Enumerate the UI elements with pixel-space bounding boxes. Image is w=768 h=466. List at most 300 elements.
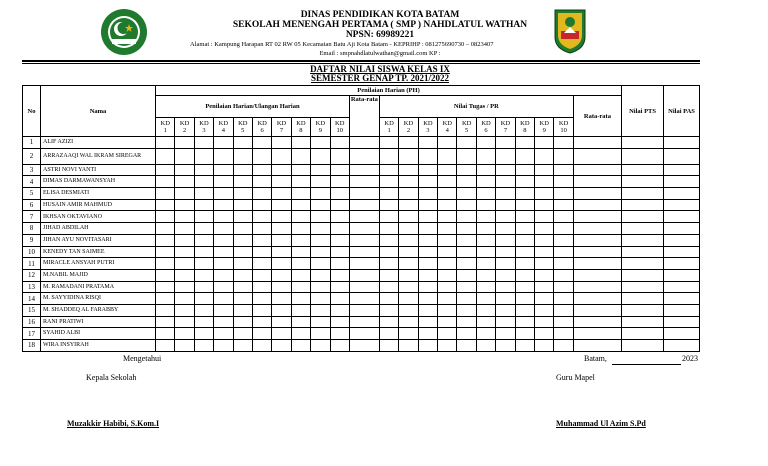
grade-cell	[330, 211, 349, 223]
student-number: 15	[23, 304, 41, 316]
grade-cell	[272, 340, 291, 352]
grade-cell	[399, 234, 418, 246]
grade-cell	[476, 188, 495, 200]
grade-cell	[233, 328, 252, 340]
grade-cell	[535, 340, 554, 352]
grade-cell	[496, 258, 515, 270]
kd-header: KD 2	[175, 118, 194, 137]
grade-cell	[554, 340, 573, 352]
grade-cell	[622, 340, 664, 352]
grade-cell	[535, 199, 554, 211]
grade-cell	[573, 199, 621, 211]
grade-cell	[252, 281, 271, 293]
grade-cell	[330, 269, 349, 281]
grade-cell	[252, 328, 271, 340]
grade-cell	[476, 304, 495, 316]
grade-cell	[418, 258, 437, 270]
grade-cell	[399, 148, 418, 164]
student-name: ELISA DESMIATI	[41, 188, 156, 200]
date-blank-line	[612, 364, 681, 365]
grade-cell	[418, 176, 437, 188]
grade-cell	[175, 258, 194, 270]
grade-cell	[664, 258, 700, 270]
grade-cell	[214, 234, 233, 246]
grade-cell	[496, 328, 515, 340]
grade-cell	[379, 281, 398, 293]
grade-cell	[664, 246, 700, 258]
grade-cell	[515, 148, 534, 164]
grade-cell	[330, 281, 349, 293]
grade-cell	[379, 137, 398, 149]
grade-cell	[622, 328, 664, 340]
grade-cell	[515, 340, 534, 352]
grade-cell	[252, 176, 271, 188]
grade-cell	[457, 234, 476, 246]
grade-cell	[379, 258, 398, 270]
grade-cell	[330, 137, 349, 149]
student-row	[23, 246, 700, 258]
grade-cell	[622, 258, 664, 270]
student-name: M.NABIL MAJID	[41, 269, 156, 281]
grade-cell	[349, 304, 379, 316]
student-row	[23, 281, 700, 293]
grade-cell	[554, 164, 573, 176]
student-name: SYAHID ALBI	[41, 328, 156, 340]
grade-cell	[349, 148, 379, 164]
grade-cell	[379, 304, 398, 316]
grade-cell	[554, 199, 573, 211]
grade-cell	[233, 281, 252, 293]
kd-header: KD 6	[252, 118, 271, 137]
grade-cell	[399, 246, 418, 258]
grade-cell	[214, 188, 233, 200]
grade-cell	[573, 137, 621, 149]
student-row	[23, 223, 700, 235]
grade-cell	[554, 328, 573, 340]
kd-header: KD 7	[272, 118, 291, 137]
grade-cell	[622, 234, 664, 246]
grade-cell	[418, 137, 437, 149]
kd-header: KD 9	[311, 118, 330, 137]
grade-cell	[379, 293, 398, 305]
grade-cell	[573, 211, 621, 223]
grade-cell	[379, 328, 398, 340]
grade-cell	[252, 316, 271, 328]
grade-cell	[349, 234, 379, 246]
kd-header: KD 8	[515, 118, 534, 137]
grade-cell	[272, 148, 291, 164]
grade-cell	[515, 234, 534, 246]
grade-cell	[622, 164, 664, 176]
grade-cell	[418, 340, 437, 352]
student-name: ARRAZAAQI WAL IKRAM SIREGAR	[41, 148, 156, 164]
grade-cell	[272, 234, 291, 246]
tugas-header: Nilai Tugas / PR	[379, 96, 573, 118]
grade-cell	[622, 223, 664, 235]
grade-cell	[535, 188, 554, 200]
student-row	[23, 304, 700, 316]
grade-cell	[496, 246, 515, 258]
grade-cell	[379, 234, 398, 246]
grade-cell	[535, 293, 554, 305]
grade-cell	[252, 164, 271, 176]
kd-header: KD 9	[535, 118, 554, 137]
grade-cell	[399, 176, 418, 188]
grade-cell	[554, 316, 573, 328]
grade-cell	[156, 281, 175, 293]
grade-cell	[476, 137, 495, 149]
grade-cell	[496, 223, 515, 235]
kd-header: KD 4	[214, 118, 233, 137]
grade-cell	[664, 199, 700, 211]
grade-cell	[457, 137, 476, 149]
grade-cell	[194, 293, 213, 305]
student-name: HUSAIN AMIR MAHMUD	[41, 199, 156, 211]
grade-cell	[418, 293, 437, 305]
grade-cell	[272, 199, 291, 211]
rata-rata-header-2: Rata-rata	[573, 96, 621, 137]
grade-cell	[664, 328, 700, 340]
student-row	[23, 148, 700, 164]
grade-cell	[194, 176, 213, 188]
grade-cell	[175, 223, 194, 235]
grade-cell	[664, 304, 700, 316]
school-email: Email : smpnahdlatulwathan@gmail.com KP :	[319, 50, 441, 57]
kd-header: KD 7	[496, 118, 515, 137]
student-number: 1	[23, 137, 41, 149]
grade-cell	[535, 316, 554, 328]
grade-cell	[291, 137, 310, 149]
grade-cell	[554, 188, 573, 200]
grade-cell	[272, 269, 291, 281]
grade-cell	[252, 148, 271, 164]
grade-cell	[252, 234, 271, 246]
grade-cell	[291, 316, 310, 328]
grade-cell	[194, 304, 213, 316]
grade-cell	[622, 269, 664, 281]
grade-cell	[156, 269, 175, 281]
grade-cell	[349, 340, 379, 352]
student-row	[23, 137, 700, 149]
student-name: JIHAD ABDILAH	[41, 223, 156, 235]
grade-cell	[272, 304, 291, 316]
grade-cell	[349, 199, 379, 211]
grade-cell	[399, 199, 418, 211]
grade-cell	[252, 223, 271, 235]
student-name: ASTRI NOVI YANTI	[41, 164, 156, 176]
grade-cell	[272, 137, 291, 149]
grade-cell	[476, 234, 495, 246]
grade-cell	[664, 176, 700, 188]
grade-cell	[418, 148, 437, 164]
grade-cell	[349, 223, 379, 235]
grade-cell	[664, 316, 700, 328]
grade-cell	[554, 269, 573, 281]
grade-cell	[214, 269, 233, 281]
grade-cell	[330, 176, 349, 188]
grade-cell	[418, 269, 437, 281]
ulangan-header: Penilaian Harian/Ulangan Harian	[156, 96, 350, 118]
student-row	[23, 269, 700, 281]
grade-cell	[379, 148, 398, 164]
grade-cell	[272, 164, 291, 176]
student-name: JIHAN AYU NOVITASARI	[41, 234, 156, 246]
grade-cell	[399, 258, 418, 270]
grade-cell	[233, 340, 252, 352]
grade-cell	[515, 188, 534, 200]
grade-cell	[418, 211, 437, 223]
grade-cell	[554, 293, 573, 305]
kd-header: KD 1	[379, 118, 398, 137]
grade-cell	[399, 316, 418, 328]
grade-cell	[156, 137, 175, 149]
grade-cell	[330, 223, 349, 235]
grade-cell	[349, 176, 379, 188]
grade-cell	[554, 258, 573, 270]
grade-cell	[156, 328, 175, 340]
grade-cell	[573, 246, 621, 258]
grade-cell	[175, 328, 194, 340]
grade-cell	[399, 137, 418, 149]
grade-cell	[233, 234, 252, 246]
student-number: 6	[23, 199, 41, 211]
student-name: M. RAMADANI PRATAMA	[41, 281, 156, 293]
grade-cell	[496, 164, 515, 176]
kd-header: KD 5	[457, 118, 476, 137]
grade-cell	[476, 340, 495, 352]
grade-cell	[175, 188, 194, 200]
grade-cell	[457, 316, 476, 328]
grade-cell	[664, 211, 700, 223]
grade-cell	[535, 246, 554, 258]
grade-cell	[330, 148, 349, 164]
ph-group-header: Penilaian Harian (PH)	[156, 86, 622, 96]
grade-cell	[214, 176, 233, 188]
student-number: 3	[23, 164, 41, 176]
grade-cell	[330, 164, 349, 176]
grade-cell	[233, 258, 252, 270]
grade-cell	[664, 269, 700, 281]
grade-cell	[214, 199, 233, 211]
grade-cell	[311, 188, 330, 200]
grade-cell	[476, 316, 495, 328]
grade-cell	[515, 164, 534, 176]
grade-cell	[194, 246, 213, 258]
grade-cell	[399, 223, 418, 235]
grade-cell	[214, 258, 233, 270]
grade-cell	[418, 223, 437, 235]
grade-cell	[418, 234, 437, 246]
grade-cell	[457, 148, 476, 164]
grade-cell	[349, 164, 379, 176]
grade-cell	[496, 293, 515, 305]
grade-cell	[535, 137, 554, 149]
grade-cell	[496, 281, 515, 293]
grade-cell	[330, 199, 349, 211]
student-row	[23, 176, 700, 188]
student-number: 8	[23, 223, 41, 235]
grade-cell	[573, 258, 621, 270]
grade-cell	[291, 148, 310, 164]
grade-cell	[664, 164, 700, 176]
grade-cell	[457, 258, 476, 270]
grade-cell	[330, 234, 349, 246]
grade-cell	[515, 137, 534, 149]
grade-cell	[252, 269, 271, 281]
student-name: MIRACLE ANSYAH PUTRI	[41, 258, 156, 270]
student-row	[23, 340, 700, 352]
grade-cell	[379, 223, 398, 235]
grade-cell	[515, 211, 534, 223]
student-row	[23, 328, 700, 340]
grade-cell	[438, 246, 457, 258]
grade-cell	[214, 293, 233, 305]
kd-header: KD 5	[233, 118, 252, 137]
grade-cell	[156, 234, 175, 246]
student-name: M. SHADDEQ AL FARABBY	[41, 304, 156, 316]
kd-header: KD 1	[156, 118, 175, 137]
grade-cell	[418, 188, 437, 200]
grade-cell	[252, 188, 271, 200]
grade-cell	[476, 148, 495, 164]
grade-cell	[291, 199, 310, 211]
student-row	[23, 234, 700, 246]
grade-cell	[156, 304, 175, 316]
grade-cell	[418, 281, 437, 293]
grade-cell	[515, 199, 534, 211]
grade-cell	[535, 176, 554, 188]
col-pas-header: Nilai PAS	[664, 86, 700, 137]
grade-cell	[457, 328, 476, 340]
grade-cell	[330, 340, 349, 352]
rata-rata-header-1: Rata-rata	[349, 96, 379, 137]
grade-cell	[214, 211, 233, 223]
col-no-header: No	[23, 86, 41, 137]
grade-cell	[194, 223, 213, 235]
student-number: 7	[23, 211, 41, 223]
grade-cell	[496, 199, 515, 211]
grade-cell	[622, 281, 664, 293]
teacher-name: Muhammad Ul Azim S.Pd	[556, 419, 646, 428]
principal-name: Muzakkir Habibi, S.Kom.I	[67, 419, 160, 428]
grade-cell	[291, 340, 310, 352]
grade-cell	[272, 281, 291, 293]
grade-cell	[457, 304, 476, 316]
grade-cell	[622, 316, 664, 328]
grade-cell	[194, 148, 213, 164]
grade-cell	[175, 246, 194, 258]
student-number: 16	[23, 316, 41, 328]
grade-cell	[418, 304, 437, 316]
grade-cell	[214, 328, 233, 340]
student-number: 10	[23, 246, 41, 258]
grade-cell	[438, 316, 457, 328]
grade-cell	[272, 188, 291, 200]
grade-cell	[272, 328, 291, 340]
grade-cell	[457, 199, 476, 211]
grade-cell	[311, 340, 330, 352]
grade-cell	[476, 293, 495, 305]
grade-cell	[194, 258, 213, 270]
grade-cell	[515, 269, 534, 281]
grade-cell	[349, 328, 379, 340]
grade-cell	[233, 223, 252, 235]
grade-cell	[399, 164, 418, 176]
student-row	[23, 293, 700, 305]
grade-cell	[272, 223, 291, 235]
grade-cell	[311, 148, 330, 164]
grade-cell	[311, 223, 330, 235]
grade-cell	[175, 269, 194, 281]
grade-cell	[379, 199, 398, 211]
grade-cell	[175, 281, 194, 293]
grade-cell	[573, 188, 621, 200]
grade-cell	[252, 211, 271, 223]
grade-cell	[399, 293, 418, 305]
grade-cell	[664, 137, 700, 149]
signature-year: 2023	[682, 354, 698, 363]
grade-cell	[515, 281, 534, 293]
principal-role: Kepala Sekolah	[86, 373, 137, 382]
grade-cell	[664, 281, 700, 293]
grade-cell	[438, 328, 457, 340]
student-row	[23, 211, 700, 223]
signature-place: Batam,	[584, 354, 607, 363]
grade-cell	[476, 164, 495, 176]
grade-cell	[476, 223, 495, 235]
grade-cell	[291, 211, 310, 223]
student-number: 9	[23, 234, 41, 246]
grade-cell	[535, 269, 554, 281]
kd-header: KD 8	[291, 118, 310, 137]
grade-cell	[554, 223, 573, 235]
grade-cell	[622, 211, 664, 223]
grade-cell	[622, 246, 664, 258]
grade-cell	[554, 304, 573, 316]
grade-cell	[664, 340, 700, 352]
grade-cell	[233, 188, 252, 200]
grade-cell	[515, 223, 534, 235]
grade-cell	[457, 211, 476, 223]
grade-cell	[573, 148, 621, 164]
grade-cell	[573, 269, 621, 281]
grade-cell	[233, 269, 252, 281]
grade-cell	[349, 258, 379, 270]
grade-cell	[457, 293, 476, 305]
grade-cell	[515, 293, 534, 305]
grade-cell	[399, 328, 418, 340]
student-row	[23, 188, 700, 200]
grade-cell	[272, 293, 291, 305]
acknowledge-label: Mengetahui	[123, 354, 162, 363]
student-number: 18	[23, 340, 41, 352]
grade-cell	[399, 281, 418, 293]
grade-cell	[554, 211, 573, 223]
grade-cell	[476, 281, 495, 293]
student-number: 12	[23, 269, 41, 281]
grade-cell	[175, 199, 194, 211]
grade-cell	[330, 316, 349, 328]
grade-cell	[664, 293, 700, 305]
grade-cell	[515, 246, 534, 258]
grade-cell	[330, 328, 349, 340]
grade-cell	[175, 137, 194, 149]
grade-cell	[476, 246, 495, 258]
grade-cell	[438, 148, 457, 164]
document-subtitle: SEMESTER GENAP TP. 2021/2022	[310, 73, 450, 83]
grade-cell	[664, 234, 700, 246]
grade-cell	[573, 304, 621, 316]
